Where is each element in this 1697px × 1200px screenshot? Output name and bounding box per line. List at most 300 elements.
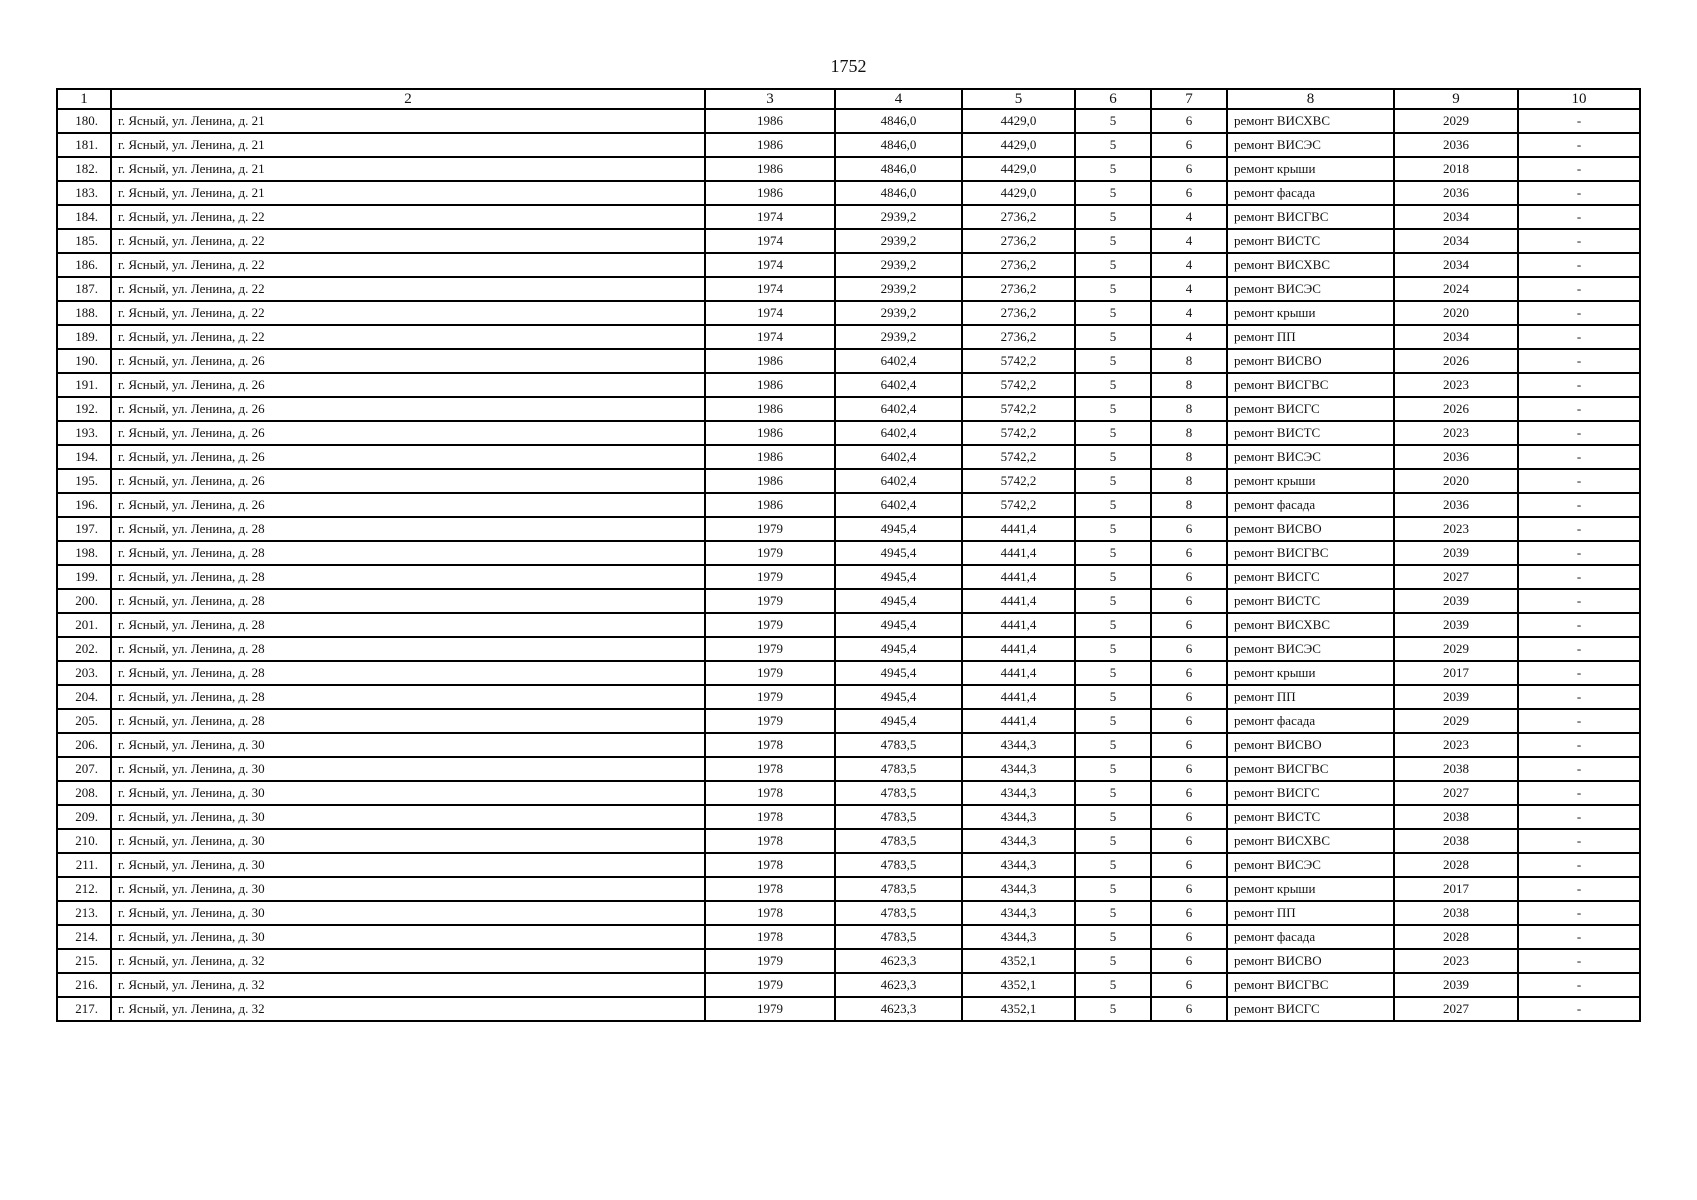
address-cell: г. Ясный, ул. Ленина, д. 21 (111, 157, 705, 181)
year-cell: 1974 (705, 205, 835, 229)
living-area-cell: 4344,3 (962, 877, 1075, 901)
table-row (57, 493, 1640, 517)
floors-cell: 5 (1075, 949, 1151, 973)
row-number-cell: 216. (57, 973, 111, 997)
address-cell: г. Ясный, ул. Ленина, д. 22 (111, 277, 705, 301)
note-cell: - (1518, 421, 1640, 445)
planned-year-cell: 2023 (1394, 949, 1518, 973)
table-row (57, 877, 1640, 901)
planned-year-cell: 2023 (1394, 373, 1518, 397)
row-number-cell: 208. (57, 781, 111, 805)
entrances-cell: 6 (1151, 973, 1227, 997)
total-area-cell: 4945,4 (835, 685, 962, 709)
entrances-cell: 6 (1151, 517, 1227, 541)
year-cell: 1978 (705, 853, 835, 877)
floors-cell: 5 (1075, 541, 1151, 565)
living-area-cell: 4441,4 (962, 637, 1075, 661)
living-area-cell: 4344,3 (962, 757, 1075, 781)
total-area-cell: 6402,4 (835, 469, 962, 493)
row-number-cell: 217. (57, 997, 111, 1021)
address-cell: г. Ясный, ул. Ленина, д. 30 (111, 901, 705, 925)
year-cell: 1979 (705, 709, 835, 733)
row-number-cell: 185. (57, 229, 111, 253)
note-cell: - (1518, 781, 1640, 805)
total-area-cell: 6402,4 (835, 373, 962, 397)
total-area-cell: 4945,4 (835, 637, 962, 661)
note-cell: - (1518, 901, 1640, 925)
total-area-cell: 4783,5 (835, 925, 962, 949)
entrances-cell: 8 (1151, 421, 1227, 445)
work-type-cell: ремонт ВИСТС (1227, 421, 1394, 445)
table-row (57, 229, 1640, 253)
work-type-cell: ремонт фасада (1227, 181, 1394, 205)
floors-cell: 5 (1075, 997, 1151, 1021)
column-header: 7 (1151, 89, 1227, 109)
work-type-cell: ремонт ПП (1227, 685, 1394, 709)
address-cell: г. Ясный, ул. Ленина, д. 28 (111, 541, 705, 565)
work-type-cell: ремонт крыши (1227, 877, 1394, 901)
address-cell: г. Ясный, ул. Ленина, д. 26 (111, 397, 705, 421)
planned-year-cell: 2017 (1394, 877, 1518, 901)
row-number-cell: 204. (57, 685, 111, 709)
table-row (57, 565, 1640, 589)
year-cell: 1979 (705, 685, 835, 709)
total-area-cell: 2939,2 (835, 277, 962, 301)
planned-year-cell: 2018 (1394, 157, 1518, 181)
total-area-cell: 6402,4 (835, 397, 962, 421)
work-type-cell: ремонт ВИСВО (1227, 733, 1394, 757)
address-cell: г. Ясный, ул. Ленина, д. 32 (111, 949, 705, 973)
living-area-cell: 4344,3 (962, 901, 1075, 925)
living-area-cell: 5742,2 (962, 397, 1075, 421)
note-cell: - (1518, 997, 1640, 1021)
row-number-cell: 207. (57, 757, 111, 781)
address-cell: г. Ясный, ул. Ленина, д. 32 (111, 997, 705, 1021)
table-row (57, 397, 1640, 421)
work-type-cell: ремонт ВИСХВС (1227, 613, 1394, 637)
floors-cell: 5 (1075, 133, 1151, 157)
note-cell: - (1518, 925, 1640, 949)
year-cell: 1978 (705, 757, 835, 781)
planned-year-cell: 2034 (1394, 229, 1518, 253)
work-type-cell: ремонт ВИСХВС (1227, 109, 1394, 133)
work-type-cell: ремонт ВИСХВС (1227, 253, 1394, 277)
planned-year-cell: 2039 (1394, 613, 1518, 637)
planned-year-cell: 2038 (1394, 901, 1518, 925)
work-type-cell: ремонт ВИСГВС (1227, 757, 1394, 781)
note-cell: - (1518, 853, 1640, 877)
table-row (57, 733, 1640, 757)
living-area-cell: 4429,0 (962, 133, 1075, 157)
total-area-cell: 4945,4 (835, 661, 962, 685)
planned-year-cell: 2038 (1394, 757, 1518, 781)
address-cell: г. Ясный, ул. Ленина, д. 28 (111, 709, 705, 733)
address-cell: г. Ясный, ул. Ленина, д. 28 (111, 637, 705, 661)
work-type-cell: ремонт крыши (1227, 661, 1394, 685)
living-area-cell: 5742,2 (962, 493, 1075, 517)
total-area-cell: 6402,4 (835, 349, 962, 373)
entrances-cell: 6 (1151, 541, 1227, 565)
row-number-cell: 201. (57, 613, 111, 637)
row-number-cell: 215. (57, 949, 111, 973)
living-area-cell: 2736,2 (962, 205, 1075, 229)
year-cell: 1978 (705, 829, 835, 853)
address-cell: г. Ясный, ул. Ленина, д. 28 (111, 685, 705, 709)
entrances-cell: 6 (1151, 781, 1227, 805)
floors-cell: 5 (1075, 109, 1151, 133)
living-area-cell: 4441,4 (962, 685, 1075, 709)
address-cell: г. Ясный, ул. Ленина, д. 28 (111, 589, 705, 613)
year-cell: 1974 (705, 325, 835, 349)
entrances-cell: 6 (1151, 901, 1227, 925)
floors-cell: 5 (1075, 589, 1151, 613)
living-area-cell: 4344,3 (962, 853, 1075, 877)
total-area-cell: 4783,5 (835, 877, 962, 901)
living-area-cell: 4441,4 (962, 661, 1075, 685)
living-area-cell: 5742,2 (962, 445, 1075, 469)
row-number-cell: 181. (57, 133, 111, 157)
address-cell: г. Ясный, ул. Ленина, д. 30 (111, 733, 705, 757)
total-area-cell: 6402,4 (835, 421, 962, 445)
floors-cell: 5 (1075, 277, 1151, 301)
living-area-cell: 2736,2 (962, 301, 1075, 325)
floors-cell: 5 (1075, 973, 1151, 997)
header-row (57, 89, 1640, 109)
year-cell: 1979 (705, 949, 835, 973)
note-cell: - (1518, 301, 1640, 325)
floors-cell: 5 (1075, 181, 1151, 205)
work-type-cell: ремонт ВИСВО (1227, 517, 1394, 541)
row-number-cell: 191. (57, 373, 111, 397)
entrances-cell: 8 (1151, 397, 1227, 421)
note-cell: - (1518, 973, 1640, 997)
floors-cell: 5 (1075, 613, 1151, 637)
column-header: 1 (57, 89, 111, 109)
floors-cell: 5 (1075, 373, 1151, 397)
floors-cell: 5 (1075, 925, 1151, 949)
floors-cell: 5 (1075, 565, 1151, 589)
address-cell: г. Ясный, ул. Ленина, д. 21 (111, 133, 705, 157)
note-cell: - (1518, 733, 1640, 757)
year-cell: 1986 (705, 109, 835, 133)
floors-cell: 5 (1075, 445, 1151, 469)
note-cell: - (1518, 469, 1640, 493)
planned-year-cell: 2039 (1394, 541, 1518, 565)
living-area-cell: 5742,2 (962, 373, 1075, 397)
work-type-cell: ремонт фасада (1227, 709, 1394, 733)
work-type-cell: ремонт ВИСТС (1227, 805, 1394, 829)
living-area-cell: 4441,4 (962, 589, 1075, 613)
work-type-cell: ремонт ВИСЭС (1227, 445, 1394, 469)
living-area-cell: 4429,0 (962, 181, 1075, 205)
planned-year-cell: 2034 (1394, 205, 1518, 229)
work-type-cell: ремонт ВИСГС (1227, 565, 1394, 589)
entrances-cell: 8 (1151, 493, 1227, 517)
work-type-cell: ремонт ВИСГВС (1227, 973, 1394, 997)
total-area-cell: 4783,5 (835, 853, 962, 877)
total-area-cell: 2939,2 (835, 205, 962, 229)
total-area-cell: 2939,2 (835, 325, 962, 349)
row-number-cell: 182. (57, 157, 111, 181)
floors-cell: 5 (1075, 205, 1151, 229)
table-row (57, 901, 1640, 925)
address-cell: г. Ясный, ул. Ленина, д. 30 (111, 853, 705, 877)
work-type-cell: ремонт ПП (1227, 901, 1394, 925)
planned-year-cell: 2023 (1394, 733, 1518, 757)
row-number-cell: 180. (57, 109, 111, 133)
note-cell: - (1518, 565, 1640, 589)
table-row (57, 157, 1640, 181)
entrances-cell: 4 (1151, 325, 1227, 349)
year-cell: 1986 (705, 157, 835, 181)
work-type-cell: ремонт ВИСГВС (1227, 205, 1394, 229)
year-cell: 1979 (705, 517, 835, 541)
total-area-cell: 4945,4 (835, 517, 962, 541)
note-cell: - (1518, 109, 1640, 133)
row-number-cell: 206. (57, 733, 111, 757)
note-cell: - (1518, 949, 1640, 973)
row-number-cell: 194. (57, 445, 111, 469)
year-cell: 1974 (705, 277, 835, 301)
living-area-cell: 5742,2 (962, 469, 1075, 493)
table-body (57, 109, 1640, 1021)
row-number-cell: 209. (57, 805, 111, 829)
row-number-cell: 202. (57, 637, 111, 661)
address-cell: г. Ясный, ул. Ленина, д. 22 (111, 205, 705, 229)
address-cell: г. Ясный, ул. Ленина, д. 30 (111, 829, 705, 853)
floors-cell: 5 (1075, 421, 1151, 445)
table-row (57, 997, 1640, 1021)
living-area-cell: 4344,3 (962, 925, 1075, 949)
table-row (57, 589, 1640, 613)
living-area-cell: 4352,1 (962, 997, 1075, 1021)
note-cell: - (1518, 445, 1640, 469)
work-type-cell: ремонт крыши (1227, 157, 1394, 181)
entrances-cell: 4 (1151, 301, 1227, 325)
address-cell: г. Ясный, ул. Ленина, д. 26 (111, 421, 705, 445)
row-number-cell: 200. (57, 589, 111, 613)
work-type-cell: ремонт ВИСЭС (1227, 637, 1394, 661)
table-row (57, 637, 1640, 661)
address-cell: г. Ясный, ул. Ленина, д. 26 (111, 445, 705, 469)
total-area-cell: 4623,3 (835, 949, 962, 973)
planned-year-cell: 2028 (1394, 853, 1518, 877)
address-cell: г. Ясный, ул. Ленина, д. 26 (111, 373, 705, 397)
table-row (57, 325, 1640, 349)
table-row (57, 757, 1640, 781)
table-row (57, 613, 1640, 637)
column-header: 2 (111, 89, 705, 109)
table-row (57, 973, 1640, 997)
planned-year-cell: 2029 (1394, 709, 1518, 733)
planned-year-cell: 2023 (1394, 421, 1518, 445)
work-type-cell: ремонт ВИСЭС (1227, 277, 1394, 301)
row-number-cell: 192. (57, 397, 111, 421)
living-area-cell: 2736,2 (962, 277, 1075, 301)
entrances-cell: 4 (1151, 253, 1227, 277)
planned-year-cell: 2039 (1394, 973, 1518, 997)
entrances-cell: 6 (1151, 853, 1227, 877)
address-cell: г. Ясный, ул. Ленина, д. 30 (111, 757, 705, 781)
entrances-cell: 8 (1151, 469, 1227, 493)
planned-year-cell: 2023 (1394, 517, 1518, 541)
table-row (57, 661, 1640, 685)
work-type-cell: ремонт ВИСЭС (1227, 133, 1394, 157)
note-cell: - (1518, 637, 1640, 661)
row-number-cell: 187. (57, 277, 111, 301)
planned-year-cell: 2020 (1394, 469, 1518, 493)
planned-year-cell: 2027 (1394, 997, 1518, 1021)
row-number-cell: 196. (57, 493, 111, 517)
table-row (57, 349, 1640, 373)
row-number-cell: 183. (57, 181, 111, 205)
planned-year-cell: 2026 (1394, 397, 1518, 421)
total-area-cell: 4783,5 (835, 757, 962, 781)
planned-year-cell: 2036 (1394, 133, 1518, 157)
work-type-cell: ремонт ВИСГС (1227, 397, 1394, 421)
year-cell: 1978 (705, 781, 835, 805)
row-number-cell: 199. (57, 565, 111, 589)
row-number-cell: 210. (57, 829, 111, 853)
address-cell: г. Ясный, ул. Ленина, д. 30 (111, 781, 705, 805)
floors-cell: 5 (1075, 901, 1151, 925)
address-cell: г. Ясный, ул. Ленина, д. 21 (111, 181, 705, 205)
table-row (57, 925, 1640, 949)
row-number-cell: 184. (57, 205, 111, 229)
year-cell: 1986 (705, 181, 835, 205)
note-cell: - (1518, 349, 1640, 373)
living-area-cell: 4429,0 (962, 157, 1075, 181)
floors-cell: 5 (1075, 709, 1151, 733)
address-cell: г. Ясный, ул. Ленина, д. 28 (111, 517, 705, 541)
work-type-cell: ремонт ВИСВО (1227, 949, 1394, 973)
year-cell: 1986 (705, 421, 835, 445)
note-cell: - (1518, 253, 1640, 277)
floors-cell: 5 (1075, 661, 1151, 685)
year-cell: 1979 (705, 637, 835, 661)
note-cell: - (1518, 373, 1640, 397)
address-cell: г. Ясный, ул. Ленина, д. 22 (111, 301, 705, 325)
year-cell: 1986 (705, 133, 835, 157)
total-area-cell: 2939,2 (835, 229, 962, 253)
work-type-cell: ремонт ВИСГС (1227, 781, 1394, 805)
work-type-cell: ремонт ВИСГВС (1227, 373, 1394, 397)
note-cell: - (1518, 541, 1640, 565)
planned-year-cell: 2039 (1394, 589, 1518, 613)
address-cell: г. Ясный, ул. Ленина, д. 21 (111, 109, 705, 133)
row-number-cell: 205. (57, 709, 111, 733)
total-area-cell: 4945,4 (835, 589, 962, 613)
address-cell: г. Ясный, ул. Ленина, д. 22 (111, 229, 705, 253)
entrances-cell: 6 (1151, 949, 1227, 973)
note-cell: - (1518, 493, 1640, 517)
floors-cell: 5 (1075, 757, 1151, 781)
row-number-cell: 186. (57, 253, 111, 277)
entrances-cell: 6 (1151, 685, 1227, 709)
planned-year-cell: 2036 (1394, 181, 1518, 205)
work-type-cell: ремонт крыши (1227, 301, 1394, 325)
floors-cell: 5 (1075, 805, 1151, 829)
floors-cell: 5 (1075, 157, 1151, 181)
address-cell: г. Ясный, ул. Ленина, д. 28 (111, 613, 705, 637)
planned-year-cell: 2034 (1394, 253, 1518, 277)
floors-cell: 5 (1075, 685, 1151, 709)
address-cell: г. Ясный, ул. Ленина, д. 28 (111, 565, 705, 589)
row-number-cell: 212. (57, 877, 111, 901)
living-area-cell: 4352,1 (962, 973, 1075, 997)
work-type-cell: ремонт ВИСТС (1227, 589, 1394, 613)
living-area-cell: 4441,4 (962, 709, 1075, 733)
total-area-cell: 4623,3 (835, 997, 962, 1021)
note-cell: - (1518, 181, 1640, 205)
year-cell: 1986 (705, 397, 835, 421)
page-number: 1752 (830, 56, 867, 76)
note-cell: - (1518, 133, 1640, 157)
year-cell: 1979 (705, 973, 835, 997)
year-cell: 1986 (705, 445, 835, 469)
entrances-cell: 6 (1151, 877, 1227, 901)
entrances-cell: 6 (1151, 181, 1227, 205)
year-cell: 1978 (705, 877, 835, 901)
row-number-cell: 193. (57, 421, 111, 445)
year-cell: 1974 (705, 253, 835, 277)
floors-cell: 5 (1075, 397, 1151, 421)
planned-year-cell: 2038 (1394, 805, 1518, 829)
note-cell: - (1518, 397, 1640, 421)
planned-year-cell: 2036 (1394, 445, 1518, 469)
row-number-cell: 189. (57, 325, 111, 349)
total-area-cell: 4783,5 (835, 733, 962, 757)
year-cell: 1978 (705, 925, 835, 949)
total-area-cell: 4945,4 (835, 709, 962, 733)
year-cell: 1974 (705, 229, 835, 253)
living-area-cell: 4344,3 (962, 781, 1075, 805)
planned-year-cell: 2038 (1394, 829, 1518, 853)
total-area-cell: 4623,3 (835, 973, 962, 997)
planned-year-cell: 2027 (1394, 565, 1518, 589)
planned-year-cell: 2027 (1394, 781, 1518, 805)
table-row (57, 301, 1640, 325)
entrances-cell: 6 (1151, 109, 1227, 133)
living-area-cell: 4441,4 (962, 541, 1075, 565)
floors-cell: 5 (1075, 301, 1151, 325)
work-type-cell: ремонт фасада (1227, 925, 1394, 949)
column-header: 8 (1227, 89, 1394, 109)
work-type-cell: ремонт ВИСГВС (1227, 541, 1394, 565)
planned-year-cell: 2026 (1394, 349, 1518, 373)
row-number-cell: 195. (57, 469, 111, 493)
planned-year-cell: 2029 (1394, 637, 1518, 661)
note-cell: - (1518, 685, 1640, 709)
row-number-cell: 213. (57, 901, 111, 925)
table-row (57, 541, 1640, 565)
entrances-cell: 6 (1151, 565, 1227, 589)
year-cell: 1979 (705, 565, 835, 589)
floors-cell: 5 (1075, 517, 1151, 541)
table-row (57, 517, 1640, 541)
table-row (57, 109, 1640, 133)
table-row (57, 133, 1640, 157)
total-area-cell: 4945,4 (835, 565, 962, 589)
planned-year-cell: 2039 (1394, 685, 1518, 709)
year-cell: 1978 (705, 733, 835, 757)
year-cell: 1986 (705, 373, 835, 397)
entrances-cell: 4 (1151, 277, 1227, 301)
address-cell: г. Ясный, ул. Ленина, д. 26 (111, 469, 705, 493)
total-area-cell: 4783,5 (835, 829, 962, 853)
row-number-cell: 203. (57, 661, 111, 685)
planned-year-cell: 2024 (1394, 277, 1518, 301)
